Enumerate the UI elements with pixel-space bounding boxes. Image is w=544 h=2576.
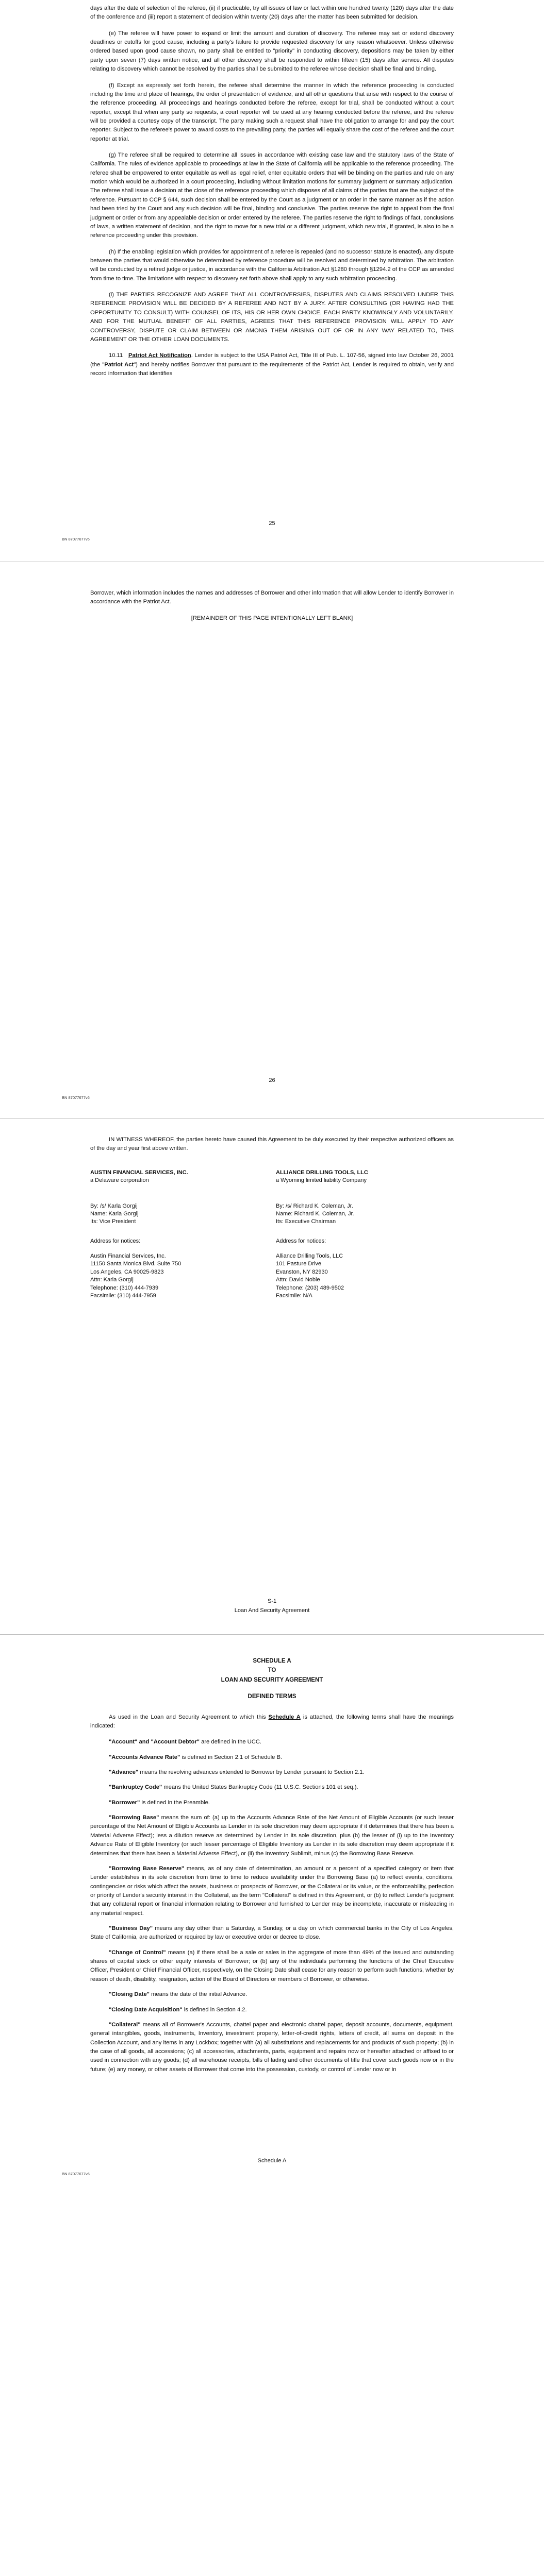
entity-type: a Wyoming limited liability Company: [276, 1177, 367, 1184]
defined-term: "Change of Control": [109, 1949, 166, 1956]
schedule-reference: Schedule A: [268, 1714, 301, 1720]
section-number: 10.11: [109, 352, 123, 359]
schedule-heading: [90, 1656, 454, 1702]
address-line: Attn: David Noble: [276, 1277, 320, 1283]
section-title: Patriot Act Notification: [128, 352, 191, 359]
address-block: [276, 1252, 441, 1300]
patriot-act-paragraph: [90, 351, 454, 378]
definition-text: means any day other than a Saturday, a Sunday, or a day on which commercial banks in the City of Los Angeles, State of California, are authorized or required by law or executive order or decree to close.: [90, 1925, 454, 1941]
signer-title: Its: Vice President: [90, 1218, 136, 1225]
address-label: Address for notices:: [276, 1238, 326, 1244]
company-name: AUSTIN FINANCIAL SERVICES, INC.: [90, 1169, 188, 1176]
defined-term: Patriot Act: [104, 361, 134, 368]
signature-block-lender: [90, 1169, 255, 1300]
definition-text: means the sum of: (a) up to the Accounts Advance Rate of the Net Amount of Eligible Accounts (or such lesser percentage of the Net Amount of Eligible Accounts as Lender in its sole discretion may deem appropriate if it determines that there has been a Material Adverse Effect); less a dilution reserve as determined by Lender in its sole discretion, plus (b) the lesser of (i) up to the Inventory Advance Rate of Eligible Inventory (or such lesser percentage of Eligible Inventory as Lender in its sole discretion may deem appropriate if it determines that there has been a Material Adverse Effect), or (ii) the Inventory Sublimit, minus (c) the Borrowing Base Reserve.: [90, 1815, 454, 1857]
entity-type: a Delaware corporation: [90, 1177, 149, 1184]
defined-term: "Borrowing Base": [109, 1815, 159, 1821]
definition-text: means all of Borrower's Accounts, chattel paper and electronic chattel paper, deposit accounts, documents, equipment, general intangibles, goods, instruments, Inventory, investment property, letter-of-credit rights, letters of credit, all sums on deposit in the Collection Account, and any items in any Lockbox; together with (a) all substitutions and replacements for and products of such property; (b) in the case of all goods, all accessions; (c) all accessories, attachments, parts, equipment and repairs now or hereafter attached or affixed to or used in connection with any goods; (d) all warehouse receipts, bills of lading and other documents of title that cover such goods now or in the future; (e) any money, or other assets of Borrower that come into the possession, custody, or control of Lender now or in: [90, 2021, 454, 2073]
definition-text: means the revolving advances extended to Borrower by Lender pursuant to Section 2.1.: [138, 1769, 365, 1775]
paragraph: days after the date of selection of the referee, (ii) if practicable, try all issues of law or fact within one hundred twenty (120) days after the date of the conference and (iii) report a statement of decision within twenty (20) days after the matter has been submitted for decision.: [90, 5, 454, 21]
section-text: ") and hereby notifies Borrower that pursuant to the requirements of the Patriot Act, Lender is required to obtain, verify and record information that identifies: [90, 361, 454, 377]
definition-text: is defined in the Preamble.: [140, 1799, 210, 1806]
defined-term: "Closing Date": [109, 1991, 150, 1998]
signature-block-borrower: [276, 1169, 441, 1300]
agreement-title: LOAN AND SECURITY AGREEMENT: [221, 1676, 323, 1683]
definition: [90, 1738, 454, 1747]
signer-name: Name: Richard K. Coleman, Jr.: [276, 1210, 354, 1217]
address-line: 101 Pasture Drive: [276, 1261, 322, 1267]
signature-blocks: [90, 1169, 454, 1300]
address-line: Evanston, NY 82930: [276, 1268, 328, 1275]
address-line: Facsimile: (310) 444-7959: [90, 1293, 156, 1299]
paragraph: (e) The referee will have power to expand or limit the amount and duration of discovery. The referee may set or extend discovery deadlines or cutoffs for good cause, including a party's failure to provide requested discovery for any reason whatsoever. Unless otherwise ordered based upon good cause shown, no party shall be entitled to "priority" in conducting discovery, depositions may be taken by either party upon seven (7) days written notice, and all other discovery shall be responded to within fifteen (15) days after service. All disputes relating to discovery which cannot be resolved by the parties shall be submitted to the referee whose decision shall be final and binding.: [90, 30, 454, 73]
page-number: Schedule A: [257, 2158, 287, 2164]
address-label: Address for notices:: [90, 1238, 141, 1244]
company-name: ALLIANCE DRILLING TOOLS, LLC: [276, 1169, 368, 1176]
definition: [90, 2021, 454, 2074]
document-id: BN 87077677v6: [62, 537, 90, 541]
definition-text: is defined in Section 2.1 of Schedule B.: [180, 1754, 283, 1760]
signer-name: Name: Karla Gorgij: [90, 1210, 139, 1217]
definition: [90, 1753, 454, 1762]
defined-term: "Account" and "Account Debtor": [109, 1739, 200, 1745]
definition: [90, 1768, 454, 1777]
paragraph: (h) If the enabling legislation which provides for appointment of a referee is repealed (and no successor statute is enacted), any dispute between the parties that would otherwise be determined by reference procedure will be resolved and determined by arbitration. The arbitration will be conducted by a retired judge or justice, in accordance with the California Arbitration Act §1280 through §1294.2 of the CCP as amended from time to time. The limitations with respect to discovery set forth above shall apply to any such arbitration proceeding.: [90, 248, 454, 282]
defined-term: "Accounts Advance Rate": [109, 1754, 180, 1760]
page-25: [0, 0, 544, 562]
definition-text: means the United States Bankruptcy Code (11 U.S.C. Sections 101 et seq.).: [162, 1784, 358, 1791]
page-number: S-1: [267, 1598, 277, 1604]
definition: [90, 1799, 454, 1807]
address-line: Attn: Karla Gorgij: [90, 1277, 134, 1283]
definition-text: are defined in the UCC.: [199, 1739, 262, 1745]
signer-title: Its: Executive Chairman: [276, 1218, 336, 1225]
document-id: BN 87077677v6: [62, 1095, 90, 1100]
defined-term: "Closing Date Acquisition": [109, 2006, 183, 2013]
address-line: Alliance Drilling Tools, LLC: [276, 1253, 343, 1260]
intro-text: is attached, the following terms shall have the meanings indicated:: [90, 1714, 454, 1729]
section-text: . Lender is subject to the USA Patriot Act, Title III of Pub. L. 107-56, signed into law October 26, 2001 (the ": [90, 352, 454, 368]
page-footer: Loan And Security Agreement: [234, 1607, 310, 1614]
address-block: [90, 1252, 255, 1300]
definition: [90, 2006, 454, 2014]
address-line: Telephone: (203) 489-9502: [276, 1284, 344, 1291]
schedule-title: SCHEDULE A: [253, 1658, 291, 1664]
schedule-intro: [90, 1713, 454, 1731]
definition: [90, 1948, 454, 1984]
address-line: Los Angeles, CA 90025-9823: [90, 1268, 164, 1275]
page-26: [0, 562, 544, 1118]
blank-page-note: [REMAINDER OF THIS PAGE INTENTIONALLY LEFT BLANK]: [191, 615, 353, 621]
signature-line: By: /s/ Karla Gorgij: [90, 1202, 138, 1209]
document-id: BN 87077677v6: [62, 2172, 90, 2176]
address-line: Austin Financial Services, Inc.: [90, 1253, 166, 1260]
paragraph: Borrower, which information includes the names and addresses of Borrower and other information that will allow Lender to identify Borrower in accordance with the Patriot Act.: [90, 590, 454, 605]
definition: [90, 1990, 454, 1999]
address-line: Telephone: (310) 444-7939: [90, 1284, 159, 1291]
paragraph: (f) Except as expressly set forth herein, the referee shall determine the manner in which the reference proceeding is conducted including the time and place of hearings, the order of presentation of evidence, and all other questions that arise with respect to the course of the reference proceeding. All proceedings and hearings conducted before the referee, except for trial, shall be conducted without a court reporter, except that when any party so requests, a court reporter will be used at any hearing conducted before the referee, and the referee will be provided a courtesy copy of the transcript. The party making such a request shall have the obligation to arrange for and pay the court reporter. Subject to the referee's power to award costs to the prevailing party, the parties will equally share the cost of the referee and the court reporter at trial.: [90, 82, 454, 142]
definition-text: means, as of any date of determination, an amount or a percent of a specified category or item that Lender establishes in its sole discretion from time to time to reduce availability under the Borrowing Base (a) to reflect events, conditions, contingencies or risks which affect the assets, business or prospects of Borrower, or the Collateral or its value, or the enforceability, perfection or priority of Lender's security interest in the Collateral, as the term "Collateral" is defined in this Agreement, or (b) to reflect Lender's judgment that any collateral report or financial information relating to Borrower and furnished to Lender may be incomplete, inaccurate or misleading in any material respect.: [90, 1865, 454, 1917]
schedule-to: TO: [268, 1667, 276, 1674]
defined-term: "Bankruptcy Code": [109, 1784, 162, 1791]
definition: [90, 1865, 454, 1918]
witness-paragraph: IN WITNESS WHEREOF, the parties hereto have caused this Agreement to be duly executed by their respective authorized officers as of the day and year first above written.: [90, 1137, 454, 1152]
address-line: Facsimile: N/A: [276, 1293, 312, 1299]
defined-terms-title: DEFINED TERMS: [248, 1693, 296, 1700]
schedule-a-page: [0, 1635, 544, 2576]
definition: [90, 1924, 454, 1942]
page-number: 26: [269, 1077, 275, 1083]
paragraph: (i) THE PARTIES RECOGNIZE AND AGREE THAT ALL CONTROVERSIES, DISPUTES AND CLAIMS RESOLVED UNDER THIS REFERENCE PROVISION WILL BE DECIDED BY A REFEREE AND NOT BY A JURY. AFTER CONSULTING (OR HAVING HAD THE OPPORTUNITY TO CONSULT) WITH COUNSEL OF ITS, HIS OR HER OWN CHOICE, EACH PARTY KNOWINGLY AND VOLUNTARILY, AND FOR THE MUTUAL BENEFIT OF ALL PARTIES, AGREES THAT THIS REFERENCE PROVISION WILL APPLY TO ANY CONTROVERSY, DISPUTE OR CLAIM BETWEEN OR AMONG THEM ARISING OUT OF OR IN ANY WAY RELATED TO, THIS AGREEMENT OR THE OTHER LOAN DOCUMENTS.: [90, 292, 454, 343]
signature-page: [0, 1119, 544, 1634]
defined-term: "Borrowing Base Reserve": [109, 1865, 185, 1872]
intro-text: As used in the Loan and Security Agreement to which this: [109, 1714, 269, 1720]
definition-text: means the date of the initial Advance.: [150, 1991, 248, 1998]
page-number: 25: [269, 520, 275, 527]
definitions-list: [90, 1738, 454, 2074]
signature-line: By: /s/ Richard K. Coleman, Jr.: [276, 1202, 353, 1209]
definition: [90, 1783, 454, 1792]
address-line: 11150 Santa Monica Blvd. Suite 750: [90, 1261, 182, 1267]
defined-term: "Business Day": [109, 1925, 153, 1932]
paragraph: (g) The referee shall be required to determine all issues in accordance with existing case law and the statutory laws of the State of California. The rules of evidence applicable to proceedings at law in the State of California will be applicable to the reference proceeding. The referee shall be empowered to enter equitable as well as legal relief, enter equitable orders that will be binding on the parties and rule on any motion which would be authorized in a court proceeding, including without limitation motions for summary judgment or summary adjudication. The referee shall issue a decision at the close of the reference proceeding which disposes of all claims of the parties that are the subject of the reference. Pursuant to CCP § 644, such decision shall be entered by the Court as a judgment or an order in the same manner as if the action had been tried by the Court and any such decision will be final, binding and conclusive. The parties reserve the right to appeal from the final judgment or order or from any appealable decision or order entered by the referee. The parties reserve the right to findings of fact, conclusions of laws, a written statement of decision, and the right to move for a new trial or a different judgment, which new trial, if granted, is also to be a reference proceeding under this provision.: [90, 152, 454, 239]
defined-term: "Collateral": [109, 2021, 141, 2028]
definition: [90, 1814, 454, 1858]
definition-text: is defined in Section 4.2.: [182, 2006, 247, 2013]
definition-text: means (a) if there shall be a sale or sales in the aggregate of more than 49% of the issued and outstanding shares of capital stock or other equity interests of Borrower; or (b) any of the individuals performing the functions of the Chief Executive Officer, President or Chief Financial Officer, respectively, on the Closing Date shall cease for any reason to perform such functions, whether by reason of death, disability, resignation, action of the Board of Directors or members of Borrower, or otherwise.: [90, 1949, 454, 1982]
defined-term: "Advance": [109, 1769, 139, 1775]
defined-term: "Borrower": [109, 1799, 140, 1806]
